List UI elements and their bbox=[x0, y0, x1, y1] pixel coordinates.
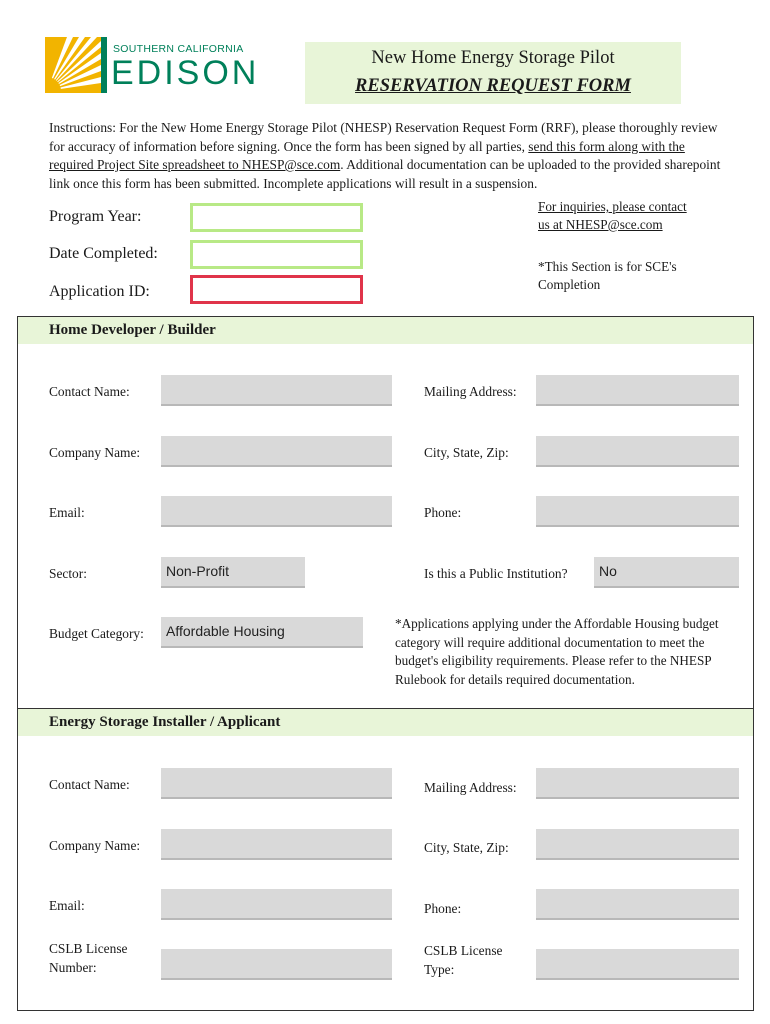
dev-public-institution-select[interactable] bbox=[594, 557, 739, 588]
dev-mailing-address-input[interactable] bbox=[536, 375, 739, 406]
brand-small-text: SOUTHERN CALIFORNIA bbox=[113, 43, 244, 55]
program-year-input[interactable] bbox=[190, 203, 363, 232]
affordable-housing-note: *Applications applying under the Affordable Housing budget category will require additional documentation to meet the budget's eligibility requirements. Please refer to the NHESP Rulebook for details required documentation. bbox=[395, 616, 719, 687]
inst-email-input[interactable] bbox=[161, 889, 392, 920]
logo-bar bbox=[101, 37, 107, 93]
date-completed-input[interactable] bbox=[190, 240, 363, 269]
instructions-text bbox=[49, 119, 729, 193]
dev-budget-category-select[interactable] bbox=[161, 617, 363, 648]
inst-phone-label: Phone: bbox=[424, 901, 462, 916]
inst-phone-input[interactable] bbox=[536, 889, 739, 920]
sce-note bbox=[538, 258, 677, 294]
instructions-part1: Instructions: For the New Home Energy Storage Pilot (NHESP) Reservation Request Form (RRF), please thoroughly review for accuracy of information before signing. Once the form has been signed by all parties, bbox=[49, 120, 718, 154]
form-title: New Home Energy Storage Pilot bbox=[371, 48, 615, 68]
form-subtitle: RESERVATION REQUEST FORM bbox=[355, 76, 631, 96]
dev-company-name-label: Company Name: bbox=[49, 445, 141, 460]
dev-city-state-zip-input[interactable] bbox=[536, 436, 739, 467]
dev-mailing-address-label: Mailing Address: bbox=[424, 384, 517, 399]
instructions-part2: . Additional documentation can be uploaded to the provided sharepoint link once this form has been submitted. Incomplete applications will result in a suspension. bbox=[49, 157, 721, 191]
dev-contact-name-input[interactable] bbox=[161, 375, 392, 406]
dev-sector-label: Sector: bbox=[49, 566, 87, 581]
inst-company-name-label: Company Name: bbox=[49, 838, 141, 853]
inst-contact-name-label: Contact Name: bbox=[49, 777, 130, 792]
inst-city-state-zip-label: City, State, Zip: bbox=[424, 840, 509, 855]
dev-budget-category-value: Affordable Housing bbox=[166, 623, 285, 639]
inquiries-line2: us at NHESP@sce.com bbox=[538, 217, 663, 232]
inst-email-label: Email: bbox=[49, 898, 85, 913]
inst-cslb-number-input[interactable] bbox=[161, 949, 392, 980]
dev-city-state-zip-label: City, State, Zip: bbox=[424, 445, 509, 460]
inst-cslb-type-input[interactable] bbox=[536, 949, 739, 980]
sce-note-line2: Completion bbox=[538, 277, 601, 292]
inst-cslb-number-label-line2: Number: bbox=[49, 960, 97, 975]
installer-section-heading: Energy Storage Installer / Applicant bbox=[18, 709, 753, 736]
dev-email-input[interactable] bbox=[161, 496, 392, 527]
inst-city-state-zip-input[interactable] bbox=[536, 829, 739, 860]
inst-cslb-type-label bbox=[424, 941, 502, 979]
dev-sector-select[interactable] bbox=[161, 557, 305, 588]
dev-phone-input[interactable] bbox=[536, 496, 739, 527]
dev-sector-value: Non-Profit bbox=[166, 563, 230, 579]
inst-cslb-type-label-line2: Type: bbox=[424, 962, 455, 977]
inst-cslb-number-label bbox=[49, 939, 127, 977]
sun-icon bbox=[45, 37, 101, 93]
inst-company-name-input[interactable] bbox=[161, 829, 392, 860]
inquiries-link[interactable] bbox=[538, 198, 687, 234]
date-completed-label: Date Completed: bbox=[49, 245, 158, 262]
dev-phone-label: Phone: bbox=[424, 505, 462, 520]
brand-name: EDISON bbox=[111, 54, 260, 92]
application-id-input[interactable] bbox=[190, 275, 363, 304]
program-year-label: Program Year: bbox=[49, 208, 142, 225]
inst-mailing-address-label: Mailing Address: bbox=[424, 780, 517, 795]
dev-company-name-input[interactable] bbox=[161, 436, 392, 467]
developer-section-heading: Home Developer / Builder bbox=[18, 317, 753, 344]
inst-cslb-number-label-line1: CSLB License bbox=[49, 941, 128, 956]
form-title-box bbox=[305, 42, 681, 104]
sce-note-line1: *This Section is for SCE's bbox=[538, 259, 677, 274]
instructions-link[interactable]: send this form along with the required Project Site spreadsheet to NHESP@sce.com bbox=[49, 138, 685, 172]
dev-public-institution-value: No bbox=[599, 563, 617, 579]
dev-public-institution-label: Is this a Public Institution? bbox=[424, 566, 568, 581]
dev-budget-category-label: Budget Category: bbox=[49, 626, 144, 641]
application-id-label: Application ID: bbox=[49, 283, 150, 300]
inst-cslb-type-label-line1: CSLB License bbox=[424, 943, 503, 958]
bottom-border bbox=[17, 1010, 754, 1011]
edison-logo bbox=[45, 37, 260, 93]
inst-contact-name-input[interactable] bbox=[161, 768, 392, 799]
inquiries-line1: For inquiries, please contact bbox=[538, 199, 687, 214]
dev-contact-name-label: Contact Name: bbox=[49, 384, 130, 399]
dev-email-label: Email: bbox=[49, 505, 85, 520]
inst-mailing-address-input[interactable] bbox=[536, 768, 739, 799]
